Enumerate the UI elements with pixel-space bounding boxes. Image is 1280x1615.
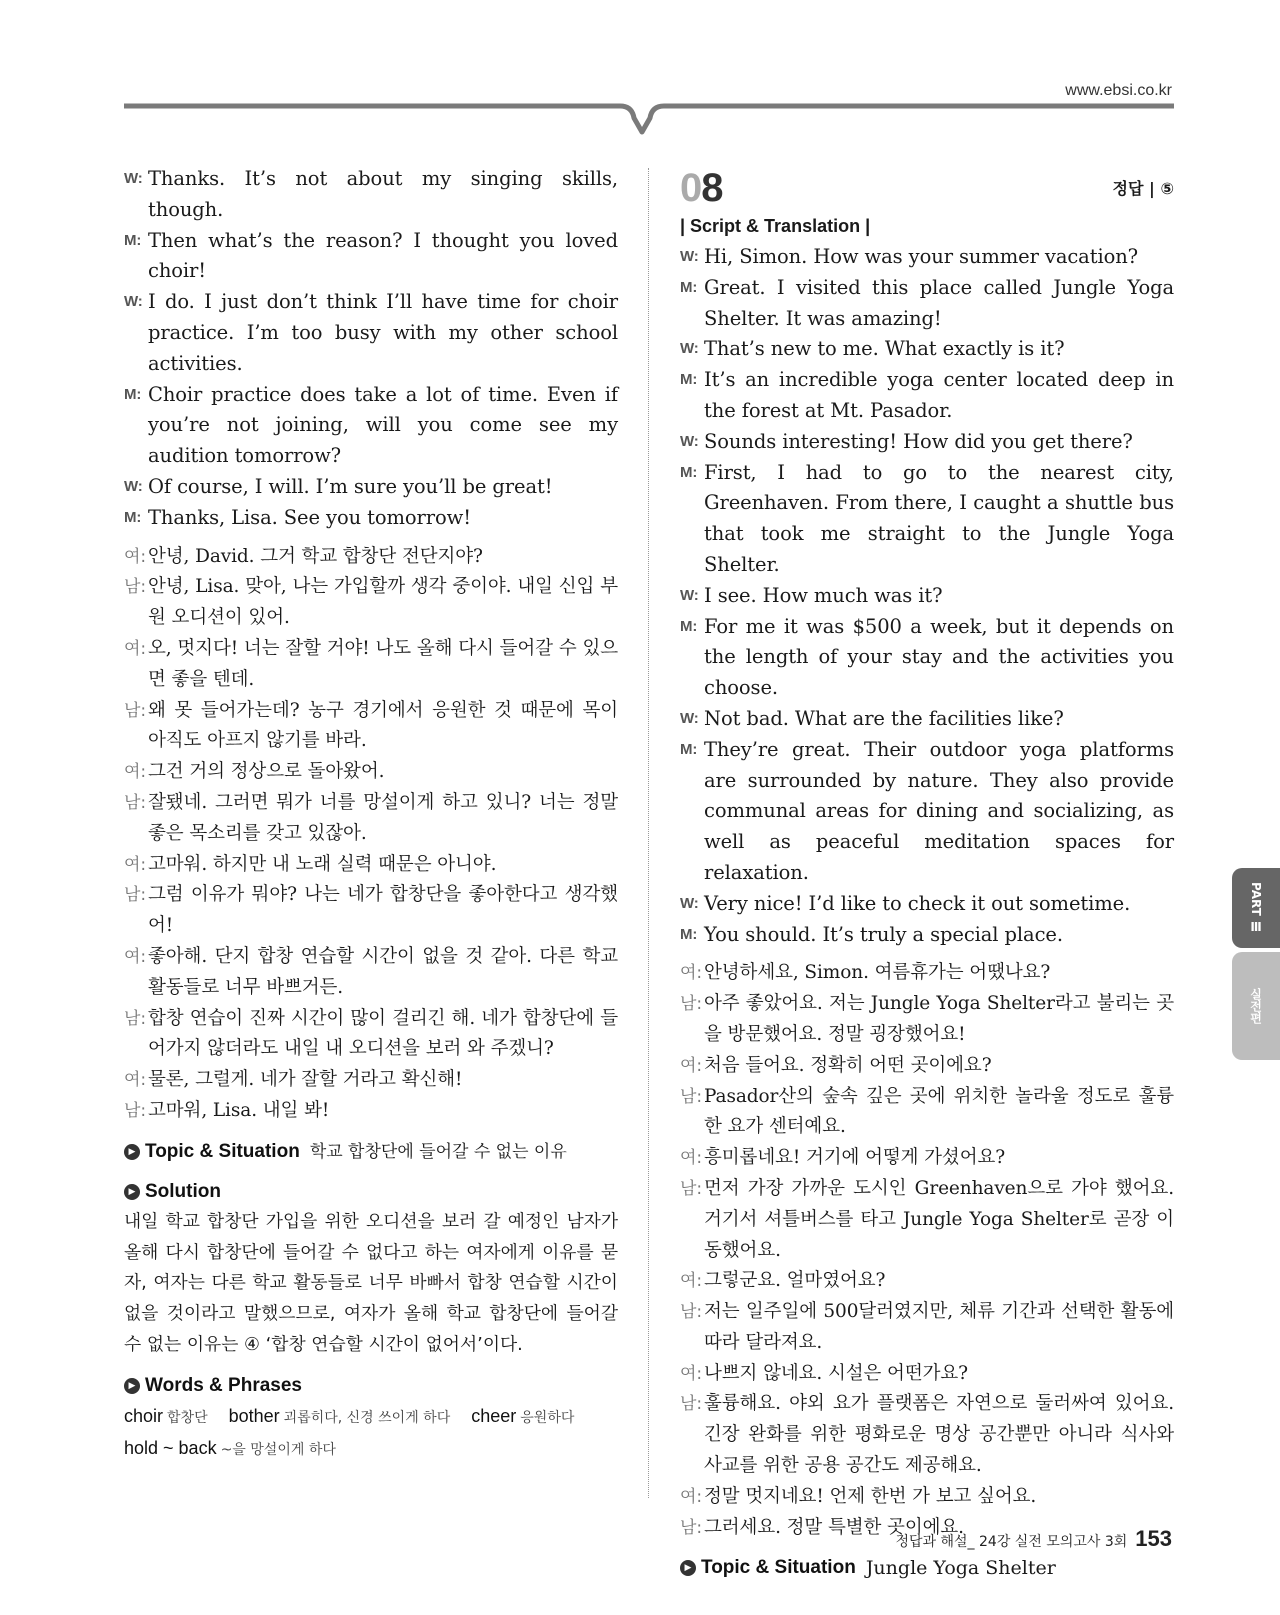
speaker-label: 남:: [680, 1086, 702, 1107]
topic-label: Topic & Situation: [145, 1140, 300, 1162]
dialogue-ko: [124, 542, 618, 1127]
dialogue-line: [124, 164, 618, 226]
dialogue-text: 아주 좋았어요. 저는 Jungle Yoga Shelter라고 불리는 곳을 방문했어요. 정말 굉장했어요!: [704, 993, 1174, 1045]
page-number: 153: [1135, 1526, 1172, 1551]
dialogue-text: For me it was $500 a week, but it depends on the length of your stay and the activities you choose.: [704, 614, 1174, 700]
dialogue-text: 저는 일주일에 500달러였지만, 체류 기간과 선택한 활동에 따라 달라져요.: [704, 1301, 1174, 1353]
speaker-label: 남:: [124, 792, 146, 813]
speaker-label: 여:: [680, 1148, 702, 1169]
dialogue-line: [680, 1174, 1174, 1266]
speaker-label: W:: [680, 586, 699, 604]
speaker-label: 여:: [680, 1055, 702, 1076]
dialogue-text: Thanks. It’s not about my singing skills, though.: [148, 167, 618, 221]
word-en: hold ~ back: [124, 1437, 217, 1458]
speaker-label: 여:: [124, 546, 146, 567]
dialogue-text: 왜 못 들어가는데? 농구 경기에서 응원한 것 때문에 목이 아직도 아프지 않기를 바라.: [148, 699, 618, 752]
dialogue-line: [680, 889, 1174, 920]
dialogue-text: 안녕하세요, Simon. 여름휴가는 어땠나요?: [704, 962, 1051, 984]
dialogue-line: [680, 735, 1174, 889]
dialogue-text: 그건 거의 정상으로 돌아왔어.: [148, 761, 385, 783]
dialogue-line: [680, 334, 1174, 365]
dialogue-text: Of course, I will. I’m sure you’ll be great!: [148, 474, 553, 498]
play-icon: ▶: [124, 1144, 140, 1160]
word-en: bother: [228, 1405, 280, 1426]
topic-label: Topic & Situation: [701, 1557, 856, 1579]
speaker-label: 남:: [680, 1302, 702, 1323]
dialogue-line: [680, 1266, 1174, 1297]
dialogue-line: [680, 1297, 1174, 1359]
dialogue-text: 고마워. 하지만 내 노래 실력 때문은 아니야.: [148, 853, 497, 875]
dialogue-line: [680, 581, 1174, 612]
dialogue-line: [680, 1482, 1174, 1513]
speaker-label: 여:: [124, 1070, 146, 1091]
dialogue-text: Choir practice does take a lot of time. Even if you’re not joining, will you come see my audition tomorrow?: [148, 382, 618, 468]
speaker-label: 남:: [680, 1517, 702, 1538]
dialogue-line: [680, 365, 1174, 427]
speaker-label: M:: [680, 371, 698, 389]
dialogue-text: Sounds interesting! How did you get there?: [704, 429, 1133, 453]
speaker-label: W:: [680, 709, 699, 727]
play-icon: ▶: [680, 1560, 696, 1576]
right-column: [680, 164, 1174, 1583]
dialogue-line: [680, 273, 1174, 335]
speaker-label: 남:: [124, 1100, 146, 1121]
speaker-label: M:: [680, 278, 698, 296]
question-number: 08: [680, 166, 723, 210]
words-row: [124, 1433, 618, 1465]
tab-section[interactable]: [1232, 952, 1280, 1060]
speaker-label: 여:: [124, 762, 146, 783]
left-column: [124, 164, 618, 1465]
tab-part-label: PART Ⅲ: [1249, 881, 1263, 935]
speaker-label: M:: [124, 508, 142, 526]
dialogue-line: [124, 880, 618, 942]
dialogue-line: [124, 634, 618, 696]
speaker-label: 남:: [124, 885, 146, 906]
speaker-label: 남:: [124, 700, 146, 721]
dialogue-en: [124, 164, 618, 534]
speaker-label: W:: [680, 432, 699, 450]
dialogue-text: 물론, 그럴게. 네가 잘할 거라고 확신해!: [148, 1069, 463, 1091]
speaker-label: 여:: [124, 638, 146, 659]
speaker-label: M:: [124, 385, 142, 403]
words-label: Words & Phrases: [145, 1374, 302, 1396]
dialogue-text: First, I had to go to the nearest city, Greenhaven. From there, I caught a shuttle bus that took me straight to the Jungle Yoga Shelter.: [704, 460, 1174, 576]
solution-text: 내일 학교 합창단 가입을 위한 오디션을 보러 갈 예정인 남자가 올해 다시 합창단에 들어갈 수 없다고 하는 여자에게 이유를 묻자, 여자는 다른 학교 활동들로 너무 바빠서 합창 연습할 시간이 없을 것이라고 말했으므로, 여자가 올해 학교 합창단에 들어갈 수 없는 이유는 ④ ‘합창 연습할 시간이 없어서’이다.: [124, 1210, 618, 1355]
dialogue-line: [124, 287, 618, 379]
column-divider: [648, 168, 649, 1498]
speaker-label: 여:: [124, 854, 146, 875]
footer-text: 정답과 해설_ 24강 실전 모의고사 3회: [895, 1534, 1128, 1550]
dialogue-line: [680, 1359, 1174, 1390]
speaker-label: M:: [680, 740, 698, 758]
word-en: cheer: [471, 1405, 517, 1426]
dialogue-line: [124, 757, 618, 788]
speaker-label: 남:: [680, 1394, 702, 1415]
dialogue-line: [680, 704, 1174, 735]
dialogue-line: [680, 242, 1174, 273]
dialogue-line: [124, 942, 618, 1004]
dialogue-text: Great. I visited this place called Jungle Yoga Shelter. It was amazing!: [704, 275, 1174, 330]
speaker-label: W:: [124, 477, 143, 495]
speaker-label: W:: [680, 894, 699, 912]
dialogue-text: I do. I just don’t think I’ll have time for choir practice. I’m too busy with my other school activities.: [148, 290, 618, 375]
dialogue-line: [124, 1096, 618, 1127]
speaker-label: W:: [124, 293, 143, 311]
dialogue-text: 훌륭해요. 야외 요가 플랫폼은 자연으로 둘러싸여 있어요. 긴장 완화를 위한 평화로운 명상 공간뿐만 아니라 식사와 사교를 위한 공용 공간도 제공해요.: [704, 1393, 1174, 1477]
dialogue-text: It’s an incredible yoga center located deep in the forest at Mt. Pasador.: [704, 368, 1174, 422]
dialogue-text: 합창 연습이 진짜 시간이 많이 걸리긴 해. 네가 합창단에 들어가지 않더라도 내일 내 오디션을 보러 와 주겠니?: [148, 1007, 618, 1060]
dialogue-line: [124, 850, 618, 881]
speaker-label: M:: [680, 925, 698, 943]
dialogue-line: [124, 380, 618, 472]
topic-value: 학교 합창단에 들어갈 수 없는 이유: [309, 1141, 567, 1162]
speaker-label: W:: [680, 340, 699, 358]
dialogue-line: [124, 1004, 618, 1066]
dialogue-ko: [680, 958, 1174, 1543]
dialogue-text: 좋아해. 단지 합창 연습할 시간이 없을 것 같아. 다른 학교 활동들로 너무 바쁘거든.: [148, 945, 618, 998]
dialogue-text: Hi, Simon. How was your summer vacation?: [704, 245, 1139, 268]
dialogue-en: [680, 242, 1174, 950]
speaker-label: 남:: [124, 577, 146, 598]
dialogue-text: 먼저 가장 가까운 도시인 Greenhaven으로 가야 했어요. 거기서 셔틀버스를 타고 Jungle Yoga Shelter로 곧장 이동했어요.: [704, 1177, 1174, 1261]
dialogue-line: [124, 226, 618, 288]
dialogue-text: 그럼 이유가 뭐야? 나는 네가 합창단을 좋아한다고 생각했어!: [148, 884, 618, 937]
dialogue-line: [680, 1082, 1174, 1144]
speaker-label: 남:: [124, 1008, 146, 1029]
dialogue-text: Then what’s the reason? I thought you loved choir!: [148, 228, 618, 283]
dialogue-line: [124, 503, 618, 534]
topic-section: [680, 1553, 1174, 1583]
solution-label: Solution: [145, 1180, 221, 1202]
dialogue-line: [680, 958, 1174, 989]
dialogue-text: Very nice! I’d like to check it out sometime.: [704, 891, 1131, 915]
words-header: [124, 1371, 618, 1401]
script-title: | Script & Translation |: [680, 216, 871, 236]
site-url[interactable]: www.ebsi.co.kr: [1065, 82, 1172, 99]
speaker-label: M:: [124, 231, 142, 249]
solution-header: [124, 1177, 618, 1207]
dialogue-text: 오, 멋지다! 너는 잘할 거야! 나도 올해 다시 들어갈 수 있으면 좋을 텐데.: [148, 637, 618, 690]
dialogue-text: 안녕, David. 그거 학교 합창단 전단지야?: [148, 545, 483, 567]
dialogue-line: [680, 458, 1174, 581]
topic-section: [124, 1137, 618, 1167]
dialogue-line: [124, 788, 618, 850]
dialogue-text: 그렇군요. 얼마였어요?: [704, 1270, 886, 1292]
speaker-label: W:: [124, 170, 143, 187]
word-ko: 괴롭히다, 신경 쓰이게 하다: [283, 1409, 451, 1426]
dialogue-text: 나쁘지 않네요. 시설은 어떤가요?: [704, 1362, 968, 1384]
play-icon: ▶: [124, 1378, 140, 1394]
dialogue-text: 처음 들어요. 정확히 어떤 곳이에요?: [704, 1054, 992, 1076]
dialogue-line: [124, 472, 618, 503]
speaker-label: 여:: [680, 1486, 702, 1507]
footer: [895, 1526, 1172, 1552]
tab-section-label: 실전편: [1248, 988, 1263, 1024]
speaker-label: 여:: [680, 963, 702, 984]
dialogue-line: [680, 1389, 1174, 1481]
dialogue-text: Not bad. What are the facilities like?: [704, 706, 1064, 730]
dialogue-text: Thanks, Lisa. See you tomorrow!: [148, 505, 471, 529]
dialogue-line: [124, 696, 618, 758]
dialogue-text: They’re great. Their outdoor yoga platforms are surrounded by nature. They also provide communal areas for dining and socializing, as well as peaceful meditation spaces for relaxation.: [704, 737, 1174, 884]
dialogue-text: 그러세요. 정말 특별한 곳이에요.: [704, 1516, 964, 1538]
speaker-label: 남:: [680, 1178, 702, 1199]
dialogue-text: 잘됐네. 그러면 뭐가 너를 망설이게 하고 있니? 너는 정말 좋은 목소리를 갖고 있잖아.: [148, 791, 618, 844]
dialogue-text: 안녕, Lisa. 맞아, 나는 가입할까 생각 중이야. 내일 신입 부원 오디션이 있어.: [148, 576, 618, 629]
header-rule: [0, 96, 1280, 146]
speaker-label: M:: [680, 463, 698, 481]
answer-label: 정답 | ⑤: [1112, 179, 1174, 198]
dialogue-line: [124, 572, 618, 634]
question-header: [680, 164, 1174, 212]
dialogue-text: You should. It’s truly a special place.: [704, 922, 1063, 946]
speaker-label: 여:: [124, 946, 146, 967]
word-ko: 응원하다: [520, 1409, 575, 1426]
play-icon: ▶: [124, 1184, 140, 1200]
dialogue-line: [124, 542, 618, 573]
dialogue-text: 흥미롭네요! 거기에 어떻게 가셨어요?: [704, 1147, 1006, 1169]
dialogue-line: [680, 920, 1174, 951]
tab-part[interactable]: [1232, 868, 1280, 948]
dialogue-text: 고마워, Lisa. 내일 봐!: [148, 1099, 330, 1121]
dialogue-line: [124, 1065, 618, 1096]
dialogue-line: [680, 1143, 1174, 1174]
words-row: [124, 1401, 618, 1433]
dialogue-line: [680, 427, 1174, 458]
speaker-label: 여:: [680, 1271, 702, 1292]
dialogue-text: That’s new to me. What exactly is it?: [704, 337, 1065, 361]
dialogue-line: [680, 612, 1174, 704]
dialogue-line: [680, 1051, 1174, 1082]
dialogue-line: [680, 989, 1174, 1051]
word-ko: 합창단: [167, 1409, 208, 1426]
dialogue-text: 정말 멋지네요! 언제 한번 가 보고 싶어요.: [704, 1485, 1037, 1507]
topic-value: Jungle Yoga Shelter: [865, 1557, 1056, 1580]
speaker-label: W:: [680, 248, 699, 265]
dialogue-text: Pasador산의 숲속 깊은 곳에 위치한 놀라울 정도로 훌륭한 요가 센터예요.: [704, 1085, 1174, 1138]
word-en: choir: [124, 1405, 164, 1426]
word-ko: ~을 망설이게 하다: [220, 1441, 336, 1458]
speaker-label: 남:: [680, 994, 702, 1015]
speaker-label: M:: [680, 617, 698, 635]
dialogue-text: I see. How much was it?: [704, 583, 943, 607]
speaker-label: 여:: [680, 1363, 702, 1384]
